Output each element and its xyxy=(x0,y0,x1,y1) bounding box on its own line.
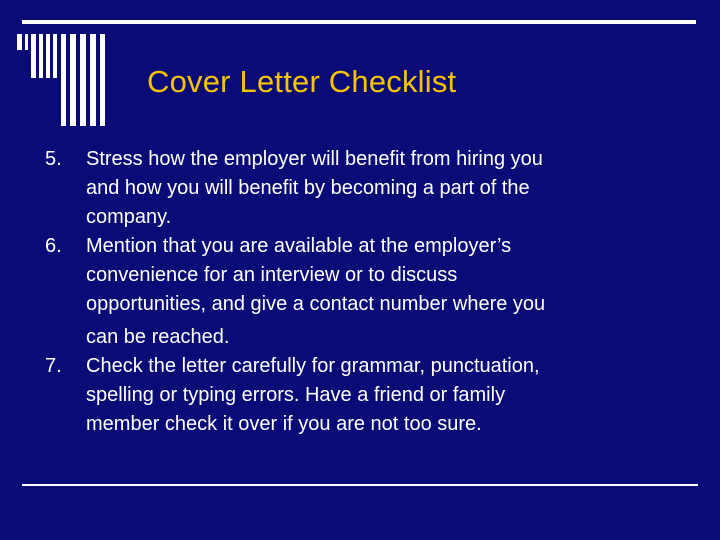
checklist xyxy=(45,145,695,439)
item-text: Check the letter carefully for grammar, punctuation, xyxy=(86,355,540,377)
decorative-bars xyxy=(17,34,127,126)
item-text: can be reached. xyxy=(86,326,230,348)
bottom-rule xyxy=(22,484,698,486)
slide-title: Cover Letter Checklist xyxy=(147,64,457,99)
item-text: opportunities, and give a contact number where you xyxy=(86,293,546,315)
item-number: 6. xyxy=(45,235,62,257)
item-text: member check it over if you are not too sure. xyxy=(86,413,482,435)
item-text: convenience for an interview or to discuss xyxy=(86,264,458,286)
list-item xyxy=(45,352,695,439)
top-rule xyxy=(22,20,696,24)
item-text: company. xyxy=(86,206,172,228)
item-text: Mention that you are available at the employer’s xyxy=(86,235,512,257)
item-text: Stress how the employer will benefit from hiring you xyxy=(86,148,543,170)
item-number: 5. xyxy=(45,148,62,170)
item-number: 7. xyxy=(45,355,62,377)
item-text: and how you will benefit by becoming a part of the xyxy=(86,177,530,199)
list-item xyxy=(45,232,695,352)
item-text: spelling or typing errors. Have a friend or family xyxy=(86,384,506,406)
list-item xyxy=(45,145,695,232)
